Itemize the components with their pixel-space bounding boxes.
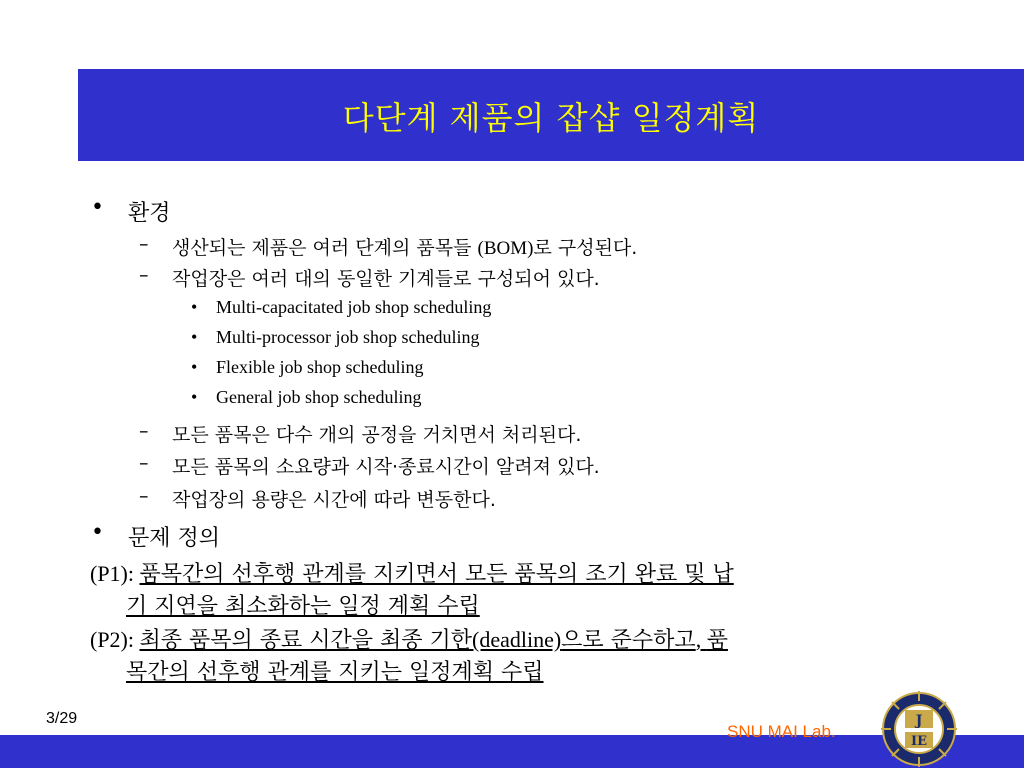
small-bullet-icon: • — [191, 387, 198, 407]
list-item: 모든 품목은 다수 개의 공정을 거치면서 처리된다. — [172, 424, 582, 446]
list-item — [172, 233, 637, 260]
item-text-bom: (BOM) — [477, 238, 534, 259]
dash-icon: – — [139, 485, 149, 507]
page-number: 3/29 — [46, 710, 78, 727]
sub-item: Multi-processor job shop scheduling — [216, 327, 480, 347]
dash-icon: – — [139, 420, 149, 442]
p2-text-a: 최종 품목의 종료 시간을 최종 기한 — [139, 628, 472, 653]
item-text: 생산되는 제품은 여러 단계의 품목들 — [172, 237, 478, 259]
lab-label: SNU MAI Lab. — [727, 722, 836, 741]
p1-label: (P1): — [90, 561, 140, 586]
bullet-icon: • — [91, 195, 104, 220]
p1-text-line2: 기 지연을 최소화하는 일정 계획 수립 — [126, 594, 480, 619]
item-text-end: 로 구성된다. — [533, 237, 638, 259]
bullet-icon: • — [91, 520, 104, 545]
sub-item: Multi-capacitated job shop scheduling — [216, 297, 492, 317]
dash-icon: – — [139, 452, 149, 474]
p1-text-line1: 품목간의 선후행 관계를 지키면서 모든 품목의 조기 완료 및 납 — [139, 562, 734, 587]
svg-text:J: J — [915, 713, 923, 729]
university-emblem-icon — [878, 688, 960, 768]
section-heading-environment: 환경 — [128, 201, 171, 226]
p2-text-deadline: (deadline) — [472, 627, 562, 652]
svg-text:IE: IE — [911, 734, 927, 749]
p2-label: (P2): — [90, 627, 140, 652]
slide-title: 다단계 제품의 잡샵 일정계획 — [342, 99, 760, 137]
small-bullet-icon: • — [191, 327, 198, 347]
small-bullet-icon: • — [191, 297, 198, 317]
list-item: 모든 품목의 소요량과 시작·종료시간이 알려져 있다. — [172, 456, 600, 478]
dash-icon: – — [139, 233, 149, 255]
section-heading-problem: 문제 정의 — [128, 526, 221, 551]
problem-p1 — [90, 558, 734, 623]
list-item: 작업장은 여러 대의 동일한 기계들로 구성되어 있다. — [172, 268, 600, 290]
problem-p2 — [90, 624, 728, 689]
sub-item: Flexible job shop scheduling — [216, 357, 424, 377]
footer-bar — [0, 735, 1024, 768]
sub-item: General job shop scheduling — [216, 387, 422, 407]
p2-text-comma: , — [695, 627, 707, 652]
small-bullet-icon: • — [191, 357, 198, 377]
list-item: 작업장의 용량은 시간에 따라 변동한다. — [172, 489, 496, 511]
p2-text-line2: 목간의 선후행 관계를 지키는 일정계획 수립 — [126, 660, 544, 685]
dash-icon: – — [139, 264, 149, 286]
p2-text-c: 으로 준수하고 — [561, 628, 696, 653]
p2-text-e: 품 — [706, 628, 728, 653]
